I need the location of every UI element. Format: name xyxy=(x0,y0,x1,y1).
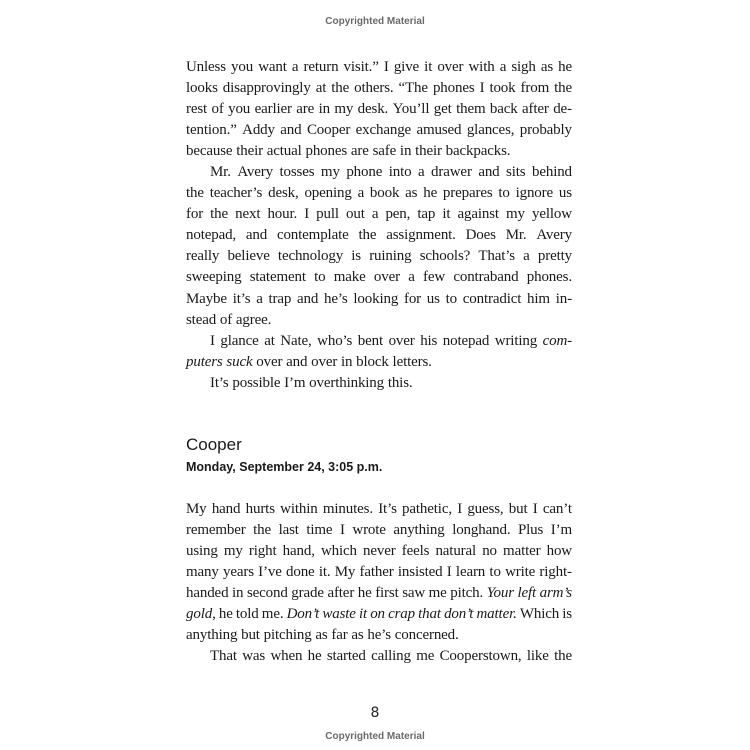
word: us xyxy=(558,185,572,202)
word: time xyxy=(306,522,333,539)
word: book xyxy=(369,185,400,202)
word: he’s xyxy=(367,627,391,644)
word: to xyxy=(445,290,457,307)
word: that xyxy=(418,606,441,623)
word: learn xyxy=(455,564,486,581)
word: disapprovingly xyxy=(222,80,311,97)
word: took xyxy=(489,80,516,97)
word: the xyxy=(210,206,229,223)
word: after xyxy=(522,101,549,118)
word: he xyxy=(357,585,372,602)
word: phones xyxy=(305,143,348,160)
text-line xyxy=(186,604,572,625)
word: pathetic, xyxy=(402,501,452,517)
word: can’t xyxy=(542,501,572,517)
word: My xyxy=(334,564,356,581)
word: sits xyxy=(506,164,526,181)
word: into xyxy=(388,164,412,181)
word: stead xyxy=(186,311,217,328)
text-line xyxy=(186,373,572,394)
word: over xyxy=(311,353,338,370)
word: is xyxy=(562,606,572,623)
word: writing xyxy=(494,332,538,349)
word: me xyxy=(416,648,435,665)
chapter-timestamp: Monday, September 24, 3:05 p.m. xyxy=(186,460,383,474)
word: years xyxy=(223,564,254,581)
text-line xyxy=(186,57,572,78)
word: pull xyxy=(316,206,339,223)
text-line xyxy=(186,183,572,204)
word: was xyxy=(242,648,266,665)
word: and xyxy=(245,227,268,244)
word: Mr. xyxy=(210,164,231,181)
word: started xyxy=(326,648,366,665)
word: of xyxy=(211,101,224,118)
word: in xyxy=(232,585,244,602)
word: return xyxy=(303,59,339,75)
word: against xyxy=(457,206,499,223)
word: as xyxy=(405,185,418,202)
word: at xyxy=(264,332,275,349)
word: wrote xyxy=(352,522,386,539)
word: this. xyxy=(387,374,413,391)
word: Does xyxy=(465,227,496,244)
word: with xyxy=(468,59,495,75)
word: You’ll xyxy=(392,101,430,118)
copyright-footer: Copyrighted Material xyxy=(325,731,425,742)
word: want xyxy=(258,59,287,75)
word: crap xyxy=(388,606,415,623)
text-line xyxy=(186,646,572,667)
word: I xyxy=(532,501,538,517)
word: It’s xyxy=(210,374,229,391)
word: I’m xyxy=(284,374,306,391)
word: puters xyxy=(186,353,223,370)
word: a xyxy=(371,206,379,223)
word: possible xyxy=(232,374,281,391)
word: over xyxy=(256,353,283,370)
text-line xyxy=(186,583,572,604)
word: tosses xyxy=(279,164,315,181)
word: never xyxy=(363,543,396,560)
text-line xyxy=(186,625,572,646)
word: you xyxy=(228,101,251,118)
word: phones xyxy=(432,80,475,97)
word: My xyxy=(186,501,207,517)
word: opening xyxy=(304,185,352,202)
word: and xyxy=(297,290,319,307)
text-line xyxy=(186,141,572,162)
word: notepad xyxy=(442,332,490,349)
text-line xyxy=(186,267,572,288)
word: sweeping xyxy=(186,269,242,286)
word: a xyxy=(523,248,530,265)
word: phone xyxy=(346,164,383,181)
word: my xyxy=(223,543,243,560)
word: it xyxy=(424,59,433,75)
word: I’ve xyxy=(258,564,282,581)
word: com- xyxy=(542,332,572,349)
text-line xyxy=(186,310,572,331)
word: I xyxy=(479,80,485,97)
word: statement xyxy=(249,269,306,286)
word: him xyxy=(527,290,550,307)
word: my xyxy=(320,164,340,181)
word: looks xyxy=(186,80,218,97)
word: glance xyxy=(220,332,259,349)
word: on xyxy=(370,606,385,623)
word: and xyxy=(280,122,302,139)
word: probably xyxy=(519,122,572,139)
text-line xyxy=(186,289,572,310)
word: he xyxy=(307,648,322,665)
word: Cooperstown, xyxy=(439,648,522,665)
word: arm’s xyxy=(539,585,572,602)
word: matter xyxy=(503,543,541,560)
word: in- xyxy=(555,290,572,307)
word: the xyxy=(253,522,272,539)
word: schools? xyxy=(419,248,471,265)
word: It’s xyxy=(378,501,397,517)
text-line xyxy=(186,162,572,183)
word: my xyxy=(334,101,354,118)
word: far xyxy=(331,627,348,644)
word: teacher’s xyxy=(209,185,263,202)
text-line xyxy=(186,541,572,562)
word: looking xyxy=(353,290,399,307)
word: few xyxy=(423,269,446,286)
word: tap xyxy=(417,206,436,223)
word: and xyxy=(286,353,308,370)
word: next xyxy=(235,206,261,223)
word: That’s xyxy=(478,248,515,265)
word: Plus xyxy=(517,522,544,539)
word: prepares xyxy=(442,185,493,202)
word: the xyxy=(331,80,350,97)
word: my xyxy=(506,206,525,223)
word: the xyxy=(554,648,572,665)
word: right xyxy=(248,543,277,560)
word: at xyxy=(315,80,327,97)
word: phones. xyxy=(526,269,572,286)
word: a xyxy=(291,59,299,75)
word: drawer xyxy=(431,164,472,181)
text-line xyxy=(186,204,572,225)
word: his xyxy=(420,332,438,349)
word: their xyxy=(415,143,442,160)
word: but xyxy=(508,501,528,517)
word: I xyxy=(210,332,215,349)
word: rest xyxy=(186,101,208,118)
word: a xyxy=(256,290,263,307)
word: Which xyxy=(519,606,560,623)
text-line xyxy=(186,78,572,99)
word: contemplate xyxy=(276,227,349,244)
word: yellow xyxy=(531,206,572,223)
word: are xyxy=(296,101,315,118)
word: is xyxy=(351,248,361,265)
word: I xyxy=(304,206,310,223)
word: he xyxy=(218,606,233,623)
word: tention.” xyxy=(186,122,237,139)
word: hand, xyxy=(282,543,315,560)
word: you xyxy=(231,59,254,75)
word: assignment. xyxy=(386,227,456,244)
body-text-section-2 xyxy=(186,499,572,667)
word: he’s xyxy=(324,290,348,307)
word: matter. xyxy=(476,606,517,623)
word: the xyxy=(358,227,377,244)
text-line xyxy=(186,562,572,583)
word: us xyxy=(426,290,440,307)
word: for xyxy=(186,206,204,223)
word: suck xyxy=(226,353,253,370)
body-text-section-1 xyxy=(186,57,572,394)
word: I xyxy=(457,501,463,517)
word: he xyxy=(423,185,438,202)
word: over xyxy=(373,269,400,286)
word: first xyxy=(375,585,399,602)
word: many xyxy=(186,564,219,581)
word: block xyxy=(356,353,389,370)
word: how xyxy=(546,543,572,560)
word: in xyxy=(341,353,353,370)
word: calling xyxy=(371,648,411,665)
word: to xyxy=(314,269,326,286)
word: notepad, xyxy=(186,227,237,244)
word: give xyxy=(393,59,420,75)
word: trap xyxy=(268,290,292,307)
word: as xyxy=(351,627,364,644)
word: backpacks. xyxy=(445,143,511,160)
word: desk. xyxy=(357,101,389,118)
text-line xyxy=(186,225,572,246)
word: within xyxy=(280,501,318,517)
word: back xyxy=(489,101,518,118)
word: it xyxy=(442,206,451,223)
word: pen, xyxy=(385,206,411,223)
word: as xyxy=(315,627,328,644)
word: longhand. xyxy=(452,522,511,539)
word: Cooper xyxy=(306,122,351,139)
word: to xyxy=(489,564,501,581)
word: as xyxy=(540,59,554,75)
word: over xyxy=(388,332,415,349)
word: me. xyxy=(261,606,284,623)
word: are xyxy=(350,143,369,160)
word: natural xyxy=(435,543,477,560)
word: don’t xyxy=(444,606,474,623)
word: pretty xyxy=(537,248,572,265)
word: insisted xyxy=(397,564,443,581)
word: waste xyxy=(322,606,356,623)
chapter-heading: Cooper xyxy=(186,435,242,454)
word: glances, xyxy=(466,122,515,139)
word: because xyxy=(186,143,233,160)
word: last xyxy=(278,522,299,539)
word: out xyxy=(346,206,365,223)
page-number: 8 xyxy=(370,705,380,721)
word: which xyxy=(320,543,357,560)
word: for xyxy=(403,290,422,307)
word: it. xyxy=(318,564,331,581)
word: technology xyxy=(277,248,344,265)
word: hurts xyxy=(245,501,275,517)
word: second xyxy=(246,585,288,602)
word: when xyxy=(270,648,303,665)
word: pitching xyxy=(263,627,312,644)
word: write xyxy=(505,564,536,581)
word: over xyxy=(437,59,464,75)
word: exchange xyxy=(355,122,412,139)
text-line xyxy=(186,499,572,520)
word: Maybe xyxy=(186,290,227,307)
text-line xyxy=(186,331,572,352)
word: Avery xyxy=(237,164,273,181)
text-line xyxy=(186,520,572,541)
word: minutes. xyxy=(322,501,373,517)
word: That xyxy=(210,648,237,665)
word: he xyxy=(558,59,572,75)
word: bent xyxy=(357,332,384,349)
word: remember xyxy=(186,522,246,539)
word: Nate, xyxy=(280,332,312,349)
word: father xyxy=(359,564,394,581)
word: letters. xyxy=(392,353,432,370)
word: others. xyxy=(354,80,394,97)
word: a xyxy=(408,269,415,286)
word: a xyxy=(499,59,507,75)
word: of xyxy=(219,311,233,328)
word: using xyxy=(186,543,218,560)
word: actual xyxy=(266,143,302,160)
word: ignore xyxy=(515,185,554,202)
word: who’s xyxy=(317,332,353,349)
word: believe xyxy=(227,248,270,265)
word: me xyxy=(428,585,447,602)
word: and xyxy=(478,164,500,181)
word: Mr. xyxy=(505,227,527,244)
word: saw xyxy=(402,585,426,602)
word: grade xyxy=(291,585,324,602)
word: anything xyxy=(186,627,238,644)
word: it’s xyxy=(232,290,251,307)
word: Avery xyxy=(536,227,572,244)
word: I xyxy=(339,522,345,539)
word: I xyxy=(446,564,452,581)
word: contraband xyxy=(453,269,519,286)
word: visit.” xyxy=(343,59,379,75)
word: their xyxy=(236,143,263,160)
word: told xyxy=(235,606,259,623)
word: agree. xyxy=(235,311,272,328)
word: in xyxy=(399,143,412,160)
word: I’m xyxy=(550,522,572,539)
word: no xyxy=(482,543,497,560)
word: behind xyxy=(531,164,572,181)
text-line xyxy=(186,99,572,120)
word: safe xyxy=(372,143,397,160)
word: pitch. xyxy=(450,585,484,602)
word: overthinking xyxy=(309,374,385,391)
word: amused xyxy=(416,122,462,139)
word: hand xyxy=(211,501,241,517)
word: feels xyxy=(401,543,430,560)
word: de- xyxy=(553,101,572,118)
word: “The xyxy=(398,80,428,97)
word: concerned. xyxy=(394,627,459,644)
word: the xyxy=(186,185,204,202)
word: desk, xyxy=(268,185,299,202)
word: like xyxy=(526,648,549,665)
word: after xyxy=(327,585,355,602)
word: earlier xyxy=(254,101,292,118)
word: really xyxy=(186,248,220,265)
word: left xyxy=(517,585,537,602)
copyright-header: Copyrighted Material xyxy=(325,16,425,27)
word: ruining xyxy=(369,248,412,265)
word: it xyxy=(358,606,368,623)
word: a xyxy=(418,164,425,181)
word: Unless xyxy=(186,59,226,75)
word: sigh xyxy=(511,59,536,75)
word: handed xyxy=(186,585,229,602)
text-line xyxy=(186,246,572,267)
word: contradict xyxy=(462,290,522,307)
word: get xyxy=(433,101,452,118)
word: Addy xyxy=(242,122,275,139)
word: but xyxy=(241,627,260,644)
text-line xyxy=(186,120,572,141)
text-line xyxy=(186,352,572,373)
word: from xyxy=(520,80,550,97)
word: in xyxy=(318,101,330,118)
word: make xyxy=(333,269,366,286)
word: right- xyxy=(539,564,572,581)
word: I xyxy=(383,59,389,75)
word: gold, xyxy=(186,606,216,623)
word: them xyxy=(456,101,486,118)
word: to xyxy=(498,185,510,202)
word: anything xyxy=(393,522,445,539)
word: guess, xyxy=(467,501,504,517)
word: a xyxy=(357,185,365,202)
word: the xyxy=(554,80,572,97)
word: done xyxy=(286,564,315,581)
word: hour. xyxy=(267,206,298,223)
word: Don’t xyxy=(286,606,320,623)
word: Your xyxy=(486,585,514,602)
